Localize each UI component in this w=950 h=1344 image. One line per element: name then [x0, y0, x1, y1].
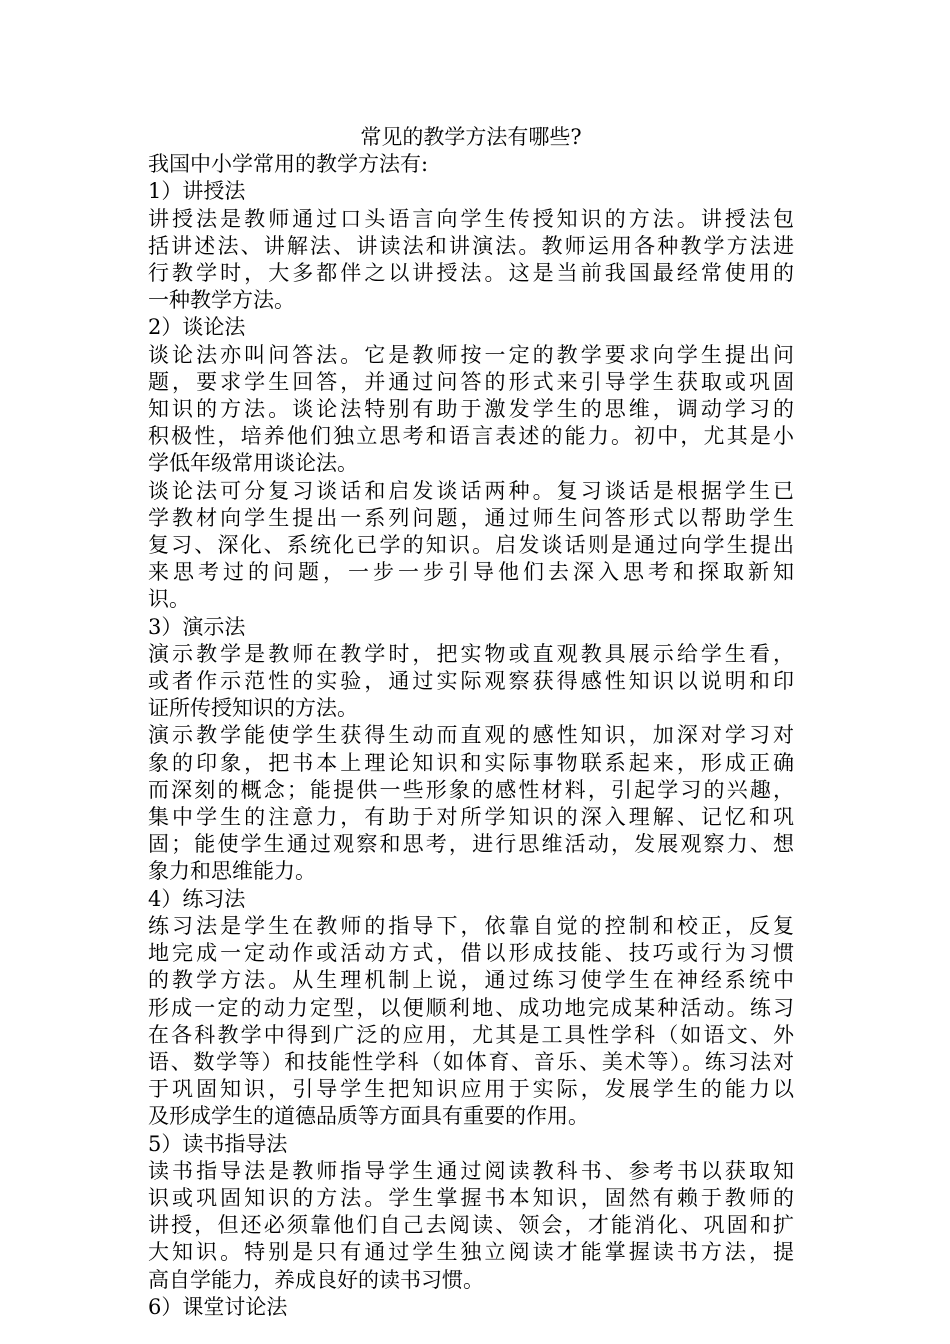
text-line: 复习、深化、系统化已学的知识。启发谈话则是通过向学生提出 [148, 533, 794, 558]
text-line: 演示教学能使学生获得生动而直观的感性知识，加深对学习对 [148, 723, 794, 748]
text-line: 于巩固知识，引导学生把知识应用于实际，发展学生的能力以 [148, 1077, 794, 1102]
text-line: 学低年级常用谈论法。 [148, 451, 358, 476]
text-line: 括讲述法、讲解法、讲读法和讲演法。教师运用各种教学方法进 [148, 233, 794, 258]
text-line: 谈论法可分复习谈话和启发谈话两种。复习谈话是根据学生已 [148, 478, 794, 503]
text-line: 知识的方法。谈论法特别有助于激发学生的思维，调动学习的 [148, 397, 794, 422]
section-demonstration [148, 614, 794, 886]
text-line: 在各科教学中得到广泛的应用，尤其是工具性学科（如语文、外 [148, 1022, 794, 1047]
section-heading: 3）演示法 [148, 614, 246, 639]
text-line: 读书指导法是教师指导学生通过阅读教科书、参考书以获取知 [148, 1158, 794, 1183]
paragraph [148, 478, 794, 614]
paragraph [148, 913, 794, 1131]
text-line: 行教学时，大多都伴之以讲授法。这是当前我国最经常使用的 [148, 261, 794, 286]
text-line: 谈论法亦叫问答法。它是教师按一定的教学要求向学生提出问 [148, 342, 794, 367]
text-line: 学教材向学生提出一系列问题，通过师生问答形式以帮助学生 [148, 505, 794, 530]
document-title: 常见的教学方法有哪些? [360, 125, 582, 149]
section-lecture [148, 178, 794, 314]
section-discussion [148, 314, 794, 613]
text-line: 识或巩固知识的方法。学生掌握书本知识，固然有赖于教师的 [148, 1185, 794, 1210]
paragraph [148, 641, 794, 723]
section-heading: 2）谈论法 [148, 315, 246, 340]
paragraph [148, 342, 794, 478]
text-line: 象力和思维能力。 [148, 859, 316, 884]
text-line: 识。 [148, 587, 190, 612]
text-line: 演示教学是教师在教学时，把实物或直观教具展示给学生看， [148, 641, 794, 666]
text-line: 集中学生的注意力，有助于对所学知识的深入理解、记忆和巩 [148, 805, 794, 830]
text-line: 证所传授知识的方法。 [148, 696, 358, 721]
section-practice [148, 886, 794, 1131]
text-line: 象的印象，把书本上理论知识和实际事物联系起来，形成正确 [148, 750, 794, 775]
paragraph [148, 722, 794, 885]
text-line: 讲授法是教师通过口头语言向学生传授知识的方法。讲授法包 [148, 206, 794, 231]
text-line: 或者作示范性的实验，通过实际观察获得感性知识以说明和印 [148, 669, 794, 694]
text-line: 练习法是学生在教师的指导下，依靠自觉的控制和校正，反复 [148, 913, 794, 938]
document-page [148, 124, 794, 1321]
section-heading: 4）练习法 [148, 886, 246, 911]
text-line: 题，要求学生回答，并通过问答的形式来引导学生获取或巩固 [148, 369, 794, 394]
section-heading: 5）读书指导法 [148, 1131, 288, 1156]
section-classroom-discussion [148, 1294, 794, 1321]
text-line: 高自学能力，养成良好的读书习惯。 [148, 1267, 484, 1292]
section-heading: 6）课堂讨论法 [148, 1294, 288, 1319]
paragraph [148, 206, 794, 315]
text-line: 地完成一定动作或活动方式，借以形成技能、技巧或行为习惯 [148, 941, 794, 966]
text-line: 语、数学等）和技能性学科（如体育、音乐、美术等）。练习法对 [148, 1049, 794, 1074]
intro-text: 我国中小学常用的教学方法有: [148, 152, 429, 177]
text-line: 一种教学方法。 [148, 288, 295, 313]
section-reading-guidance [148, 1131, 794, 1294]
text-line: 形成一定的动力定型，以便顺利地、成功地完成某种活动。练习 [148, 995, 794, 1020]
text-line: 及形成学生的道德品质等方面具有重要的作用。 [148, 1104, 589, 1129]
paragraph [148, 1158, 794, 1294]
text-line: 讲授，但还必须靠他们自己去阅读、领会，才能消化、巩固和扩 [148, 1213, 794, 1238]
text-line: 而深刻的概念；能提供一些形象的感性材料，引起学习的兴趣， [148, 777, 794, 802]
text-line: 积极性，培养他们独立思考和语言表述的能力。初中，尤其是小 [148, 424, 794, 449]
text-line: 来思考过的问题，一步一步引导他们去深入思考和探取新知 [148, 560, 794, 585]
text-line: 大知识。特别是只有通过学生独立阅读才能掌握读书方法，提 [148, 1240, 794, 1265]
section-heading: 1）讲授法 [148, 179, 246, 204]
text-line: 的教学方法。从生理机制上说，通过练习使学生在神经系统中 [148, 968, 794, 993]
text-line: 固；能使学生通过观察和思考，进行思维活动，发展观察力、想 [148, 832, 794, 857]
